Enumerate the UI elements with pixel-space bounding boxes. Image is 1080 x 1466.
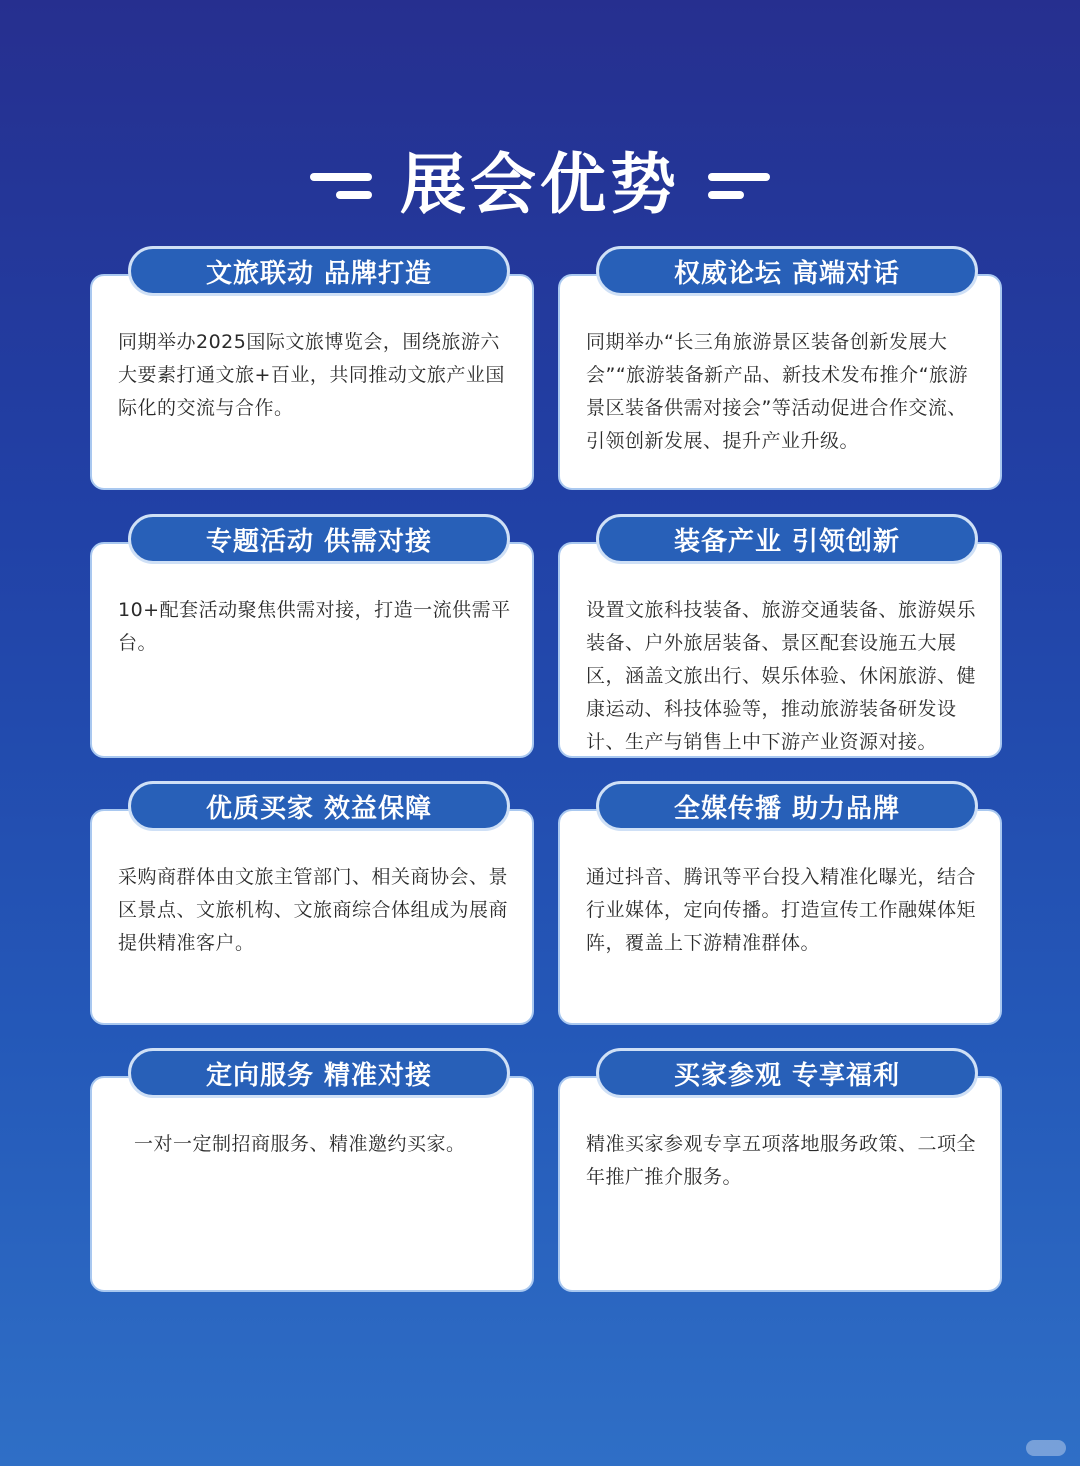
advantage-card-media (558, 793, 1002, 1025)
card-description: 精准买家参观专享五项落地服务政策、二项全年推广推介服务。 (586, 1133, 977, 1188)
card-title-tab (128, 1048, 510, 1098)
card-description: 同期举办2025国际文旅博览会，围绕旅游六大要素打通文旅+百业，共同推动文旅产业国际化的交流与合作。 (118, 331, 505, 419)
card-title-tab (596, 246, 978, 296)
card-description: 通过抖音、腾讯等平台投入精准化曝光，结合行业媒体，定向传播。打造宣传工作融媒体矩阵，覆盖上下游精准群体。 (586, 866, 977, 954)
card-title: 定向服务 精准对接 (205, 1060, 433, 1091)
advantage-card-activities (90, 526, 534, 758)
card-title: 权威论坛 高端对话 (673, 258, 901, 289)
title-decoration-right-icon (708, 165, 770, 205)
card-title: 专题活动 供需对接 (205, 526, 433, 557)
card-title-tab (596, 514, 978, 564)
advantage-card-buyer-benefits (558, 1060, 1002, 1292)
advantage-card-service (90, 1060, 534, 1292)
watermark-logo (1026, 1440, 1066, 1456)
card-title-tab (596, 781, 978, 831)
card-description: 设置文旅科技装备、旅游交通装备、旅游娱乐装备、户外旅居装备、景区配套设施五大展区，涵盖文旅出行、娱乐体验、休闲旅游、健康运动、科技体验等，推动旅游装备研发设计、生产与销售上中下游产业资源对接。 (586, 599, 977, 753)
card-title-tab (128, 514, 510, 564)
card-title: 优质买家 效益保障 (205, 793, 433, 824)
advantage-card-culture-tourism (90, 258, 534, 490)
card-description: 同期举办“长三角旅游景区装备创新发展大会”“旅游装备新产品、新技术发布推介“旅游景区装备供需对接会”等活动促进合作交流、引领创新发展、提升产业升级。 (586, 331, 969, 452)
card-description: 采购商群体由文旅主管部门、相关商协会、景区景点、文旅机构、文旅商综合体组成为展商提供精准客户。 (118, 866, 509, 954)
page-header (0, 140, 1080, 230)
card-title: 文旅联动 品牌打造 (205, 258, 433, 289)
advantage-card-buyers (90, 793, 534, 1025)
advantage-card-forum (558, 258, 1002, 490)
card-title: 买家参观 专享福利 (673, 1060, 901, 1091)
title-decoration-left-icon (310, 165, 372, 205)
card-description: 一对一定制招商服务、精准邀约买家。 (134, 1133, 466, 1155)
advantage-card-equipment (558, 526, 1002, 758)
card-title: 装备产业 引领创新 (673, 526, 901, 557)
card-description: 10+配套活动聚焦供需对接，打造一流供需平台。 (118, 599, 511, 654)
card-title: 全媒传播 助力品牌 (673, 793, 901, 824)
card-title-tab (128, 246, 510, 296)
card-title-tab (596, 1048, 978, 1098)
page-title: 展会优势 (400, 146, 680, 223)
card-title-tab (128, 781, 510, 831)
